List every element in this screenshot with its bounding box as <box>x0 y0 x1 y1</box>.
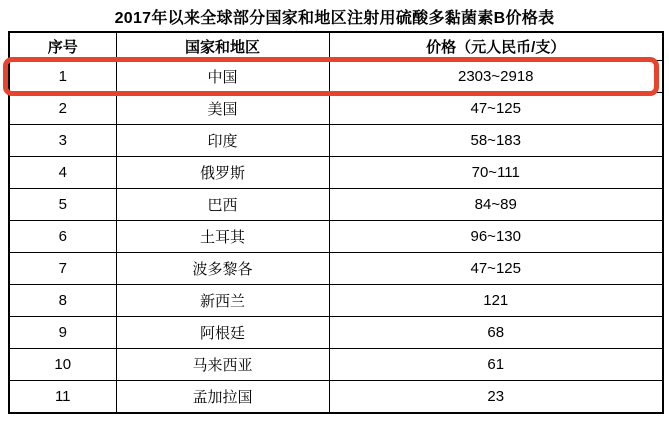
cell-no: 2 <box>9 93 116 125</box>
table-body <box>9 61 663 414</box>
cell-no: 1 <box>9 61 116 93</box>
table-row <box>9 189 663 221</box>
cell-price: 58~183 <box>329 125 663 157</box>
cell-no: 3 <box>9 125 116 157</box>
cell-no: 7 <box>9 253 116 285</box>
table-title: 2017年以来全球部分国家和地区注射用硫酸多黏菌素B价格表 <box>114 10 555 27</box>
header-row <box>9 32 663 61</box>
table-row <box>9 285 663 317</box>
cell-no: 6 <box>9 221 116 253</box>
cell-region: 孟加拉国 <box>116 381 329 414</box>
table-row-china <box>9 61 663 93</box>
cell-region: 巴西 <box>116 189 329 221</box>
cell-region: 阿根廷 <box>116 317 329 349</box>
table-row <box>9 157 663 189</box>
table-row <box>9 221 663 253</box>
table-row <box>9 381 663 414</box>
cell-price: 70~111 <box>329 157 663 189</box>
table-row <box>9 349 663 381</box>
cell-no: 11 <box>9 381 116 414</box>
cell-price: 2303~2918 <box>329 61 663 93</box>
table-row <box>9 317 663 349</box>
cell-region: 波多黎各 <box>116 253 329 285</box>
cell-price: 23 <box>329 381 663 414</box>
cell-region: 中国 <box>116 61 329 93</box>
header-cell-price: 价格（元人民币/支） <box>329 32 663 61</box>
cell-price: 84~89 <box>329 189 663 221</box>
cell-region: 俄罗斯 <box>116 157 329 189</box>
cell-no: 9 <box>9 317 116 349</box>
table-row <box>9 93 663 125</box>
cell-price: 96~130 <box>329 221 663 253</box>
cell-price: 61 <box>329 349 663 381</box>
cell-price: 47~125 <box>329 93 663 125</box>
cell-price: 121 <box>329 285 663 317</box>
header-cell-no: 序号 <box>9 32 116 61</box>
cell-no: 4 <box>9 157 116 189</box>
cell-region: 土耳其 <box>116 221 329 253</box>
cell-no: 8 <box>9 285 116 317</box>
cell-price: 47~125 <box>329 253 663 285</box>
table-row <box>9 253 663 285</box>
cell-price: 68 <box>329 317 663 349</box>
table-row <box>9 125 663 157</box>
cell-no: 10 <box>9 349 116 381</box>
cell-region: 美国 <box>116 93 329 125</box>
cell-region: 马来西亚 <box>116 349 329 381</box>
cell-no: 5 <box>9 189 116 221</box>
price-table <box>8 31 664 414</box>
table-header <box>9 32 663 61</box>
price-table-container <box>8 31 662 414</box>
cell-region: 印度 <box>116 125 329 157</box>
header-cell-region: 国家和地区 <box>116 32 329 61</box>
cell-region: 新西兰 <box>116 285 329 317</box>
